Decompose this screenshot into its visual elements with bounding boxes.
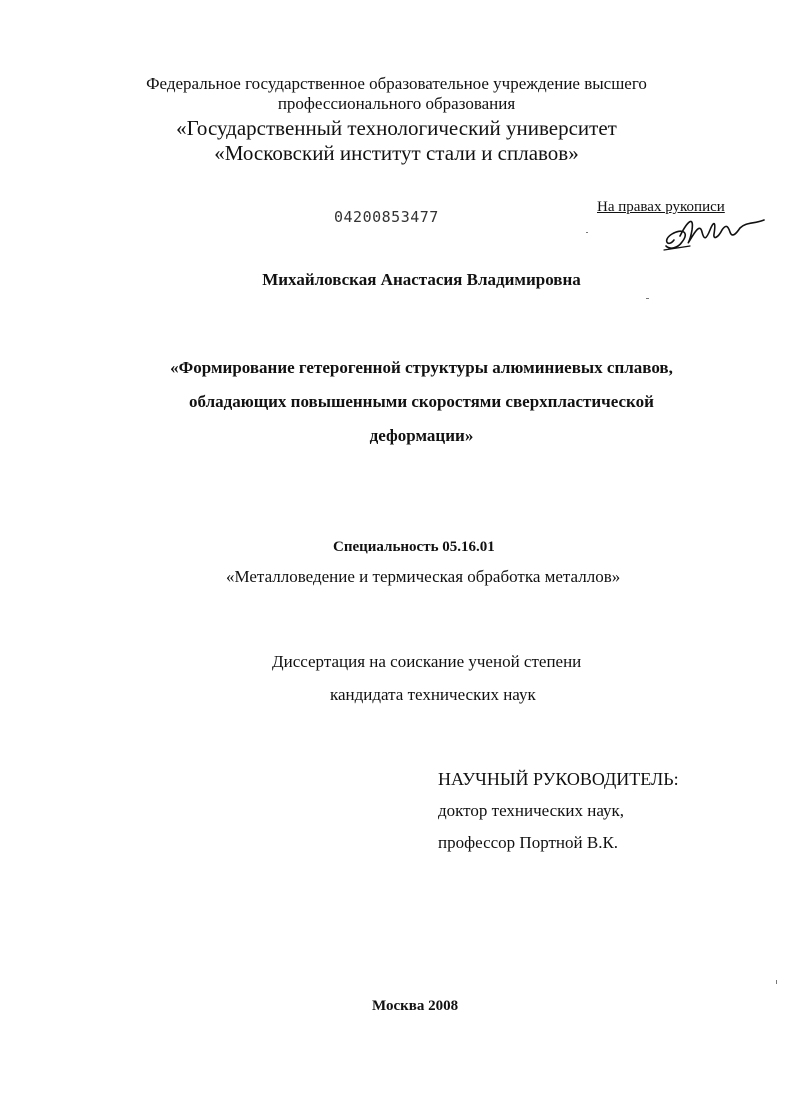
signature-icon (660, 210, 770, 258)
catalog-number: 04200853477 (334, 208, 439, 226)
author-name: Михайловская Анастасия Владимировна (262, 270, 581, 289)
thesis-title-line-3: деформации» (369, 426, 474, 445)
city-year: Москва 2008 (372, 998, 459, 1014)
supervisor-name: профессор Портной В.К. (438, 833, 619, 852)
scan-speck (646, 298, 649, 299)
scan-speck (776, 980, 777, 984)
institution-line-2: профессионального образования (277, 94, 516, 113)
institution-line-1: Федеральное государственное образовательное учреждение высшего (146, 74, 647, 93)
rights-note: На правах рукописи (597, 199, 725, 215)
scan-speck (586, 232, 588, 233)
specialty-label: Специальность 05.16.01 (333, 539, 495, 555)
institution-line-3: «Государственный технологический университет (176, 116, 617, 140)
supervisor-degree: доктор технических наук, (438, 801, 625, 820)
supervisor-heading: НАУЧНЫЙ РУКОВОДИТЕЛЬ: (438, 769, 679, 789)
institution-line-4: «Московский институт стали и сплавов» (214, 141, 579, 165)
dissertation-line-1: Диссертация на соискание ученой степени (272, 652, 582, 671)
dissertation-line-2: кандидата технических наук (330, 685, 536, 704)
thesis-title-line-1: «Формирование гетерогенной структуры алюминиевых сплавов, (170, 358, 673, 377)
thesis-title-line-2: обладающих повышенными скоростями сверхпластической (189, 392, 654, 411)
specialty-name: «Металловедение и термическая обработка металлов» (226, 567, 621, 586)
